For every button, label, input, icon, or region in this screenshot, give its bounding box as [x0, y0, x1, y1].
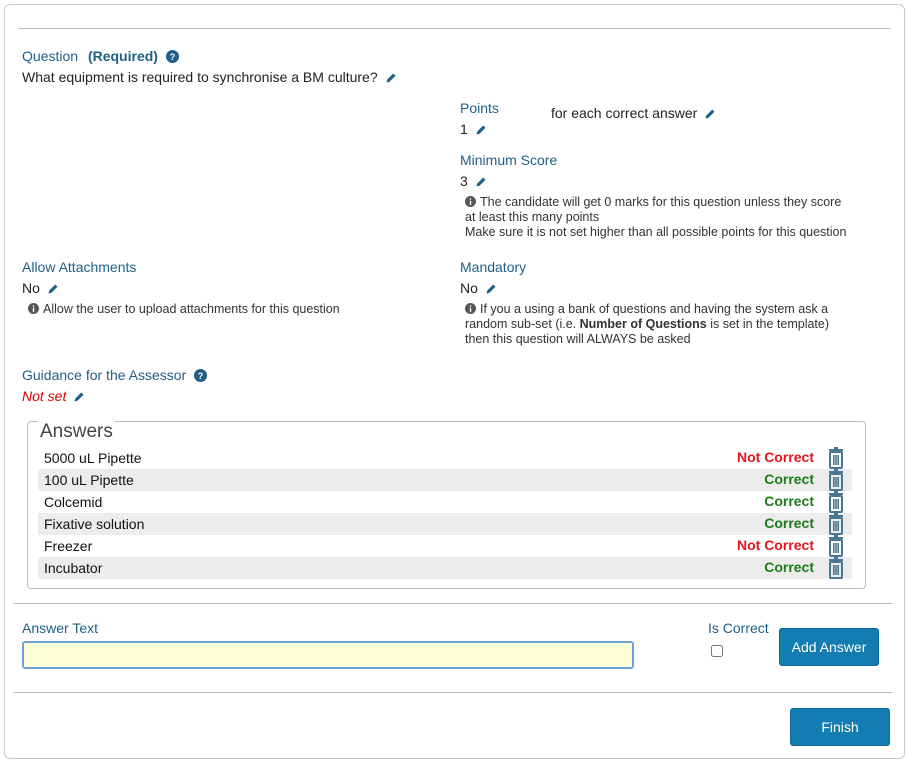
answer-status[interactable]: Not Correct	[736, 449, 814, 465]
form-divider	[14, 692, 892, 693]
edit-minimum-score-pencil-icon[interactable]	[475, 176, 487, 188]
points-value: 1	[460, 121, 468, 137]
minimum-score-value: 3	[460, 173, 468, 189]
minimum-score-note	[465, 195, 846, 240]
mandatory-note-line2-pre: random sub-set (i.e.	[465, 317, 580, 331]
points-suffix: for each correct answer	[551, 105, 698, 121]
points-suffix-row	[551, 105, 716, 121]
delete-answer-trash-icon[interactable]	[826, 469, 846, 491]
mandatory-note-line1: If you a using a bank of questions and having the system ask a	[480, 302, 829, 316]
answer-text: 100 uL Pipette	[44, 472, 134, 488]
mandatory-note-line2-bold: Number of Questions	[579, 317, 707, 331]
delete-answer-trash-icon[interactable]	[826, 535, 846, 557]
answers-divider	[14, 603, 892, 604]
is-correct-checkbox[interactable]	[711, 645, 723, 657]
allow-attachments-value: No	[22, 280, 40, 296]
mandatory-value-row	[460, 280, 497, 296]
allow-attachments-note-text: Allow the user to upload attachments for this question	[43, 302, 340, 316]
points-label: Points	[460, 100, 499, 116]
answer-row	[38, 557, 852, 579]
answer-status[interactable]: Not Correct	[736, 537, 814, 553]
svg-text:?: ?	[197, 370, 204, 381]
answers-legend: Answers	[40, 421, 113, 442]
svg-text:?: ?	[169, 51, 176, 62]
delete-answer-trash-icon[interactable]	[826, 513, 846, 535]
question-header	[22, 48, 179, 64]
answer-row	[38, 513, 852, 535]
guidance-help-icon[interactable]	[194, 369, 207, 382]
answer-text: Incubator	[44, 560, 103, 576]
required-tag: (Required)	[87, 48, 158, 64]
guidance-value: Not set	[22, 388, 67, 404]
delete-answer-trash-icon[interactable]	[826, 447, 846, 469]
allow-attachments-note	[28, 302, 340, 317]
minimum-score-value-row	[460, 173, 487, 189]
answer-text: Freezer	[44, 538, 93, 554]
answer-text: 5000 uL Pipette	[44, 450, 142, 466]
allow-attachments-label: Allow Attachments	[22, 259, 137, 275]
finish-button[interactable]: Finish	[790, 708, 890, 746]
add-answer-button[interactable]: Add Answer	[779, 628, 879, 666]
info-circle-icon	[465, 196, 476, 207]
answer-status[interactable]: Correct	[764, 493, 814, 509]
answer-status[interactable]: Correct	[764, 515, 814, 531]
answer-row	[38, 535, 852, 557]
delete-answer-trash-icon[interactable]	[826, 557, 846, 579]
edit-points-suffix-pencil-icon[interactable]	[704, 108, 716, 120]
mandatory-note-line2-post: is set in the template)	[706, 317, 830, 331]
answer-status[interactable]: Correct	[764, 559, 814, 575]
question-help-icon[interactable]	[166, 50, 179, 63]
guidance-label: Guidance for the Assessor	[22, 367, 187, 383]
question-label: Question	[22, 48, 79, 64]
minimum-score-note-line1: The candidate will get 0 marks for this question unless they score	[480, 195, 842, 209]
edit-allow-attachments-pencil-icon[interactable]	[47, 283, 59, 295]
top-divider	[18, 28, 890, 29]
guidance-value-row	[22, 388, 85, 404]
points-value-row	[460, 121, 487, 137]
info-circle-icon	[465, 303, 476, 314]
edit-guidance-pencil-icon[interactable]	[73, 391, 85, 403]
edit-mandatory-pencil-icon[interactable]	[485, 283, 497, 295]
answer-text-input[interactable]	[22, 641, 634, 669]
minimum-score-note-line2: at least this many points	[465, 210, 600, 224]
mandatory-note	[465, 302, 829, 347]
delete-answer-trash-icon[interactable]	[826, 491, 846, 513]
answer-text: Fixative solution	[44, 516, 145, 532]
answer-row	[38, 491, 852, 513]
guidance-header	[22, 367, 207, 383]
minimum-score-label: Minimum Score	[460, 152, 558, 168]
answer-text-label: Answer Text	[22, 620, 98, 636]
mandatory-label: Mandatory	[460, 259, 527, 275]
edit-question-pencil-icon[interactable]	[385, 72, 397, 84]
is-correct-label: Is Correct	[708, 620, 769, 636]
info-circle-icon	[28, 303, 39, 314]
question-text-row	[22, 69, 397, 85]
mandatory-value: No	[460, 280, 478, 296]
answer-status[interactable]: Correct	[764, 471, 814, 487]
edit-points-pencil-icon[interactable]	[475, 124, 487, 136]
answer-row	[38, 469, 852, 491]
answer-row	[38, 447, 852, 469]
answer-text: Colcemid	[44, 494, 103, 510]
question-text: What equipment is required to synchronise a BM culture?	[22, 69, 378, 85]
mandatory-note-line3: then this question will ALWAYS be asked	[465, 332, 691, 346]
allow-attachments-value-row	[22, 280, 59, 296]
minimum-score-note-line3: Make sure it is not set higher than all possible points for this question	[465, 225, 847, 239]
